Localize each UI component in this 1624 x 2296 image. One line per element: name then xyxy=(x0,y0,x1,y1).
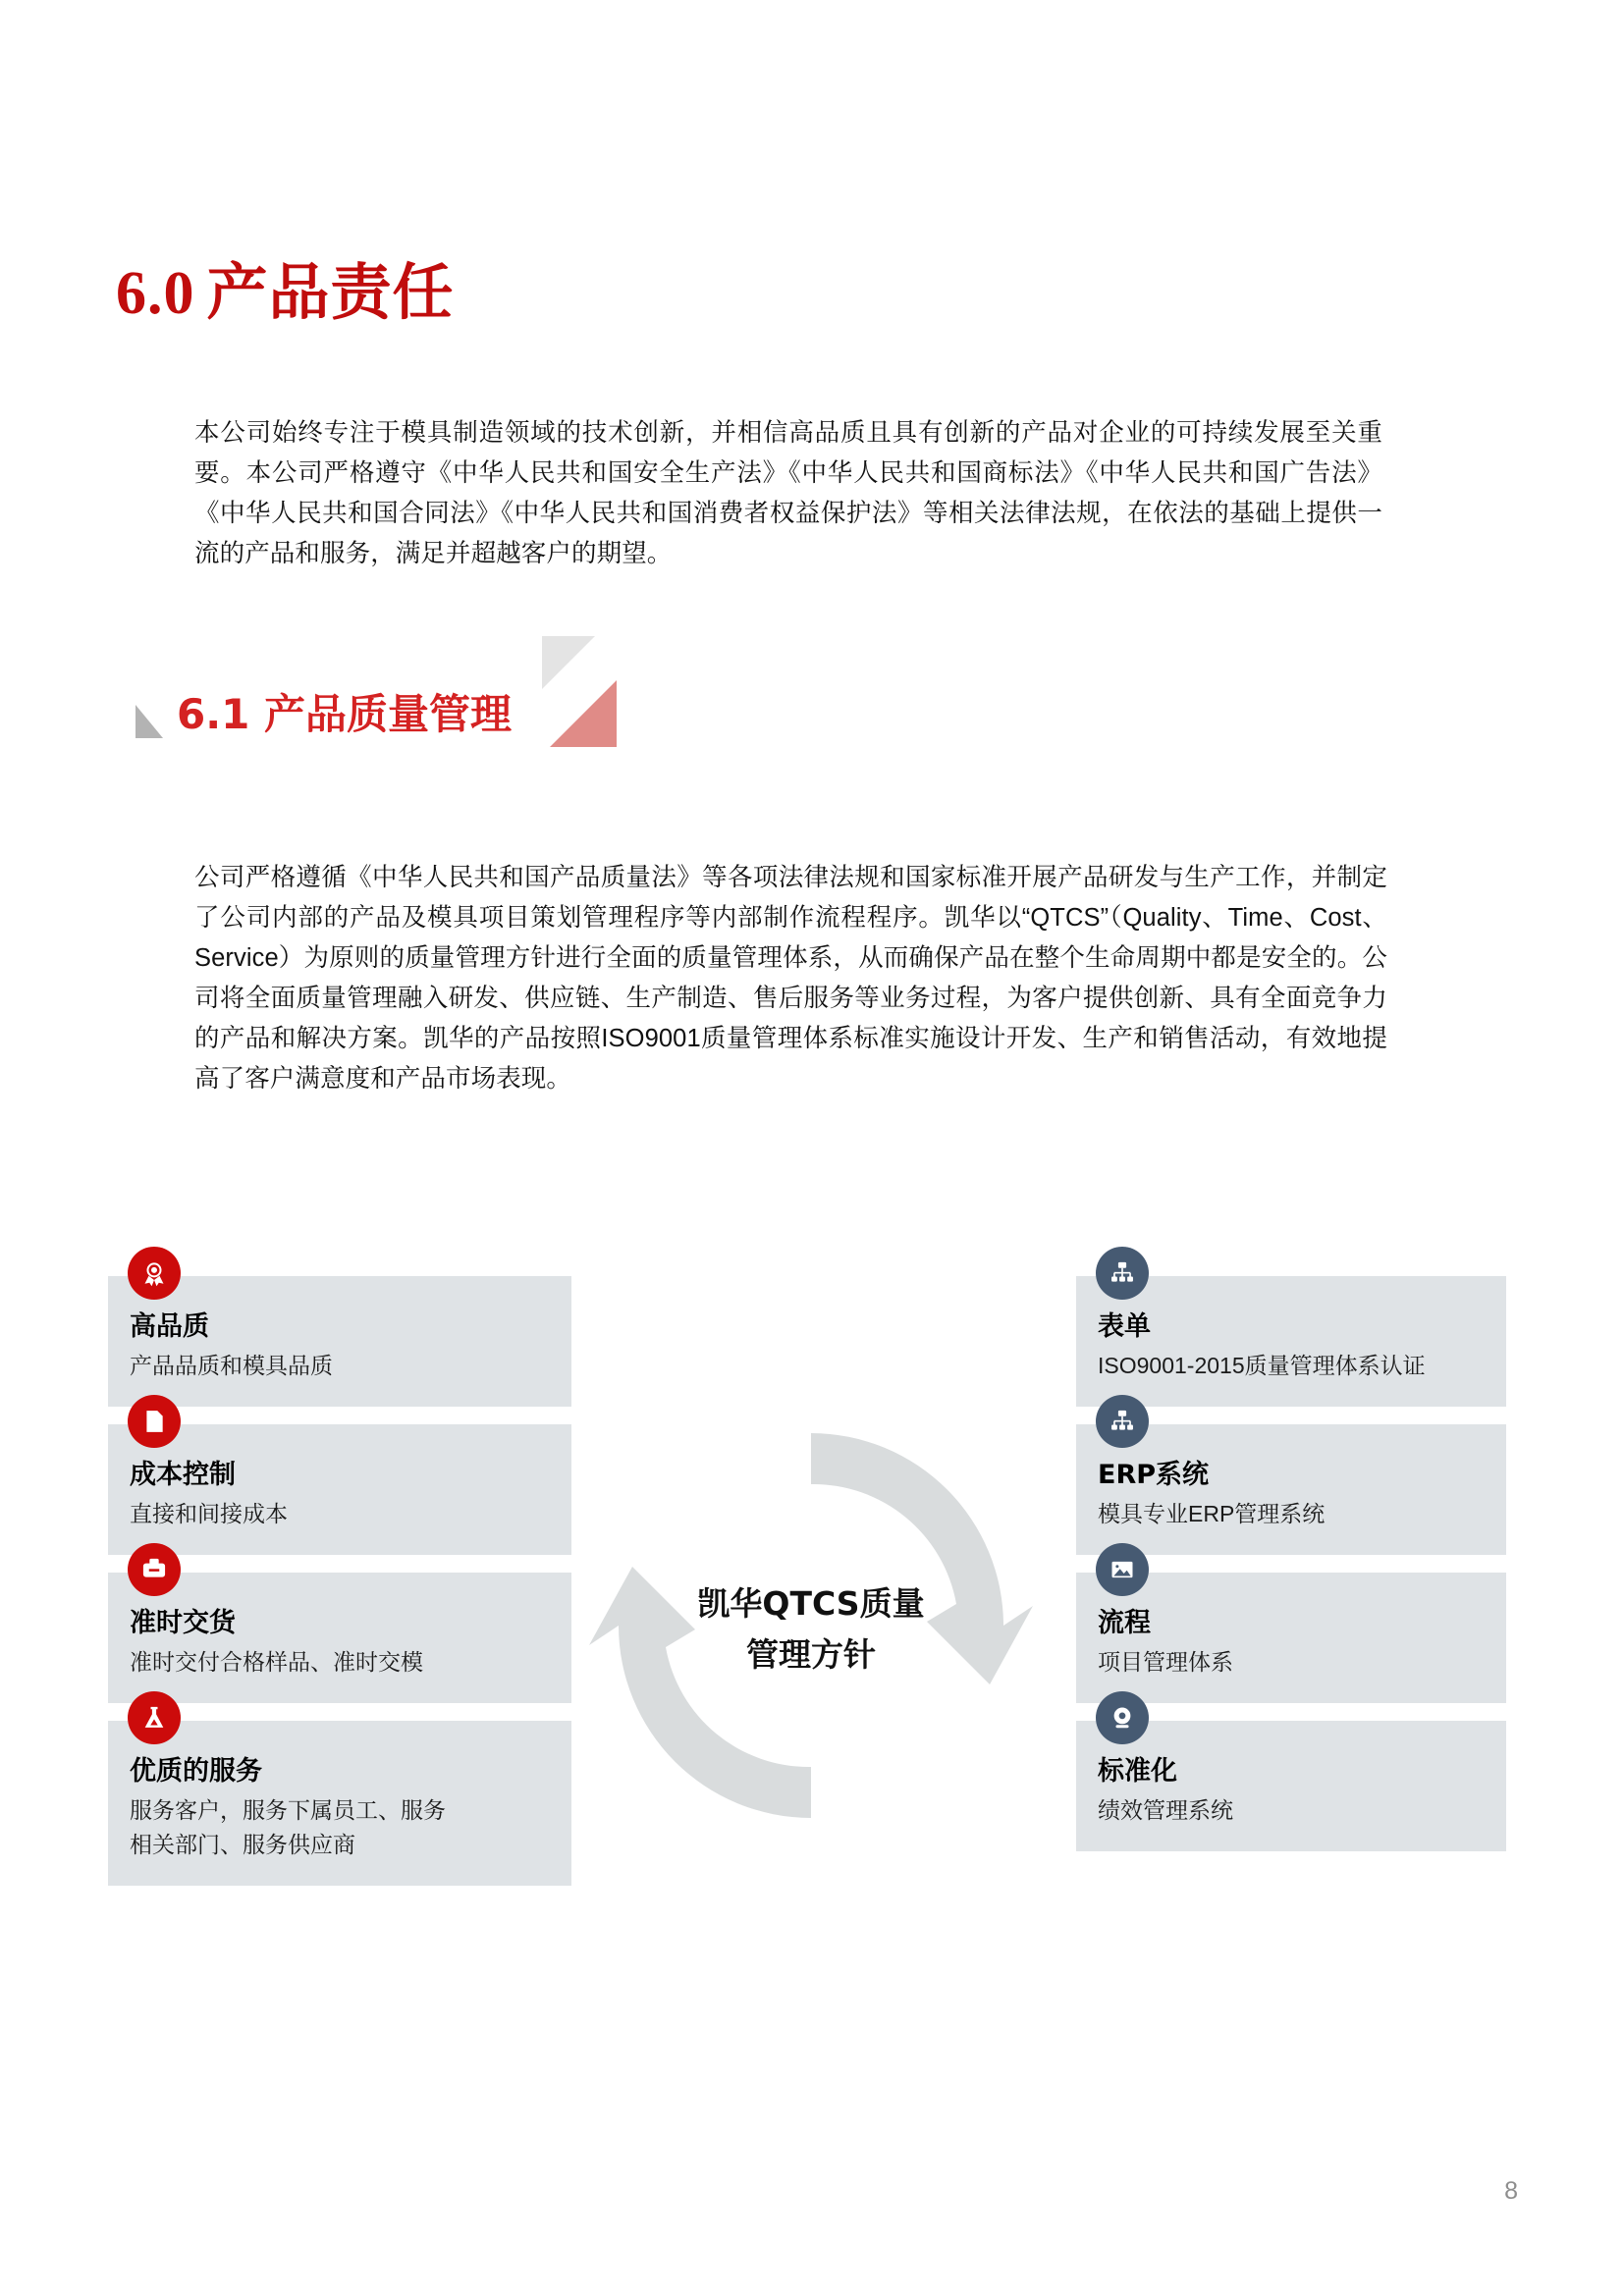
section-heading-label: 6.1 产品质量管理 xyxy=(177,690,513,738)
webcam-icon xyxy=(1096,1691,1149,1744)
feature-desc: 准时交付合格样品、准时交模 xyxy=(130,1649,423,1675)
feature-card xyxy=(108,1573,571,1703)
sitemap-icon xyxy=(1096,1247,1149,1300)
feature-desc: 直接和间接成本 xyxy=(130,1501,288,1526)
triangle-red-icon xyxy=(550,680,617,747)
image-icon xyxy=(1096,1543,1149,1596)
feature-item xyxy=(1076,1276,1506,1407)
flask-icon xyxy=(128,1691,181,1744)
feature-desc-line2: 相关部门、服务供应商 xyxy=(130,1832,355,1857)
feature-title: 高品质 xyxy=(130,1311,209,1342)
feature-desc: 项目管理体系 xyxy=(1098,1649,1233,1675)
page-title xyxy=(116,243,455,331)
feature-item xyxy=(1076,1573,1506,1703)
cycle-label-line2: 管理方针 xyxy=(746,1635,876,1674)
sitemap-icon xyxy=(1096,1395,1149,1448)
feature-title: 准时交货 xyxy=(130,1608,236,1638)
feature-desc: ISO9001-2015质量管理体系认证 xyxy=(1098,1353,1426,1378)
feature-item xyxy=(108,1276,571,1407)
feature-item xyxy=(108,1573,571,1703)
feature-card xyxy=(1076,1573,1506,1703)
feature-title: 优质的服务 xyxy=(130,1756,262,1787)
feature-card xyxy=(108,1721,571,1886)
feature-item xyxy=(108,1424,571,1555)
feature-title: ERP系统 xyxy=(1098,1460,1210,1490)
feature-card xyxy=(108,1424,571,1555)
feature-card xyxy=(1076,1721,1506,1851)
feature-item xyxy=(1076,1721,1506,1851)
feature-title: 表单 xyxy=(1098,1311,1151,1342)
feature-item xyxy=(108,1721,571,1886)
section-heading xyxy=(135,677,512,746)
feature-card xyxy=(1076,1276,1506,1407)
qtcs-cycle-diagram xyxy=(589,1404,1033,1847)
feature-desc: 模具专业ERP管理系统 xyxy=(1098,1501,1326,1526)
feature-title: 流程 xyxy=(1098,1608,1151,1638)
feature-card xyxy=(1076,1424,1506,1555)
triangle-left-icon xyxy=(135,705,163,738)
page-number: 8 xyxy=(1504,2177,1518,2205)
feature-card xyxy=(108,1276,571,1407)
feature-item xyxy=(1076,1424,1506,1555)
chapter-title-text: 产品责任 xyxy=(206,256,455,328)
feature-column-left xyxy=(108,1276,571,1903)
quality-management-paragraph: 公司严格遵循《中华人民共和国产品质量法》等各项法律法规和国家标准开展产品研发与生产工作，并制定了公司内部的产品及模具项目策划管理程序等内部制作流程程序。凯华以“QTCS”（Quality、Time、Cost、Service）为原则的质量管理方针进行全面的质量管理体系，从而确保产品在整个生命周期中都是安全的。公司将全面质量管理融入研发、供应链、生产制造、售后服务等业务过程，为客户提供创新、具有全面竞争力的产品和解决方案。凯华的产品按照ISO9001质量管理体系标准实施设计开发、生产和销售活动，有效地提高了客户满意度和产品市场表现。 xyxy=(194,863,1387,1093)
award-badge-icon xyxy=(128,1247,181,1300)
section-decoration xyxy=(542,636,630,752)
feature-column-right xyxy=(1076,1276,1506,1869)
document-icon xyxy=(128,1395,181,1448)
first-aid-icon xyxy=(128,1543,181,1596)
intro-paragraph: 本公司始终专注于模具制造领域的技术创新，并相信高品质且具有创新的产品对企业的可持续发展至关重要。本公司严格遵守《中华人民共和国安全生产法》《中华人民共和国商标法》《中华人民共和国广告法》《中华人民共和国合同法》《中华人民共和国消费者权益保护法》等相关法律法规，在依法的基础上提供一流的产品和服务，满足并超越客户的期望。 xyxy=(194,418,1382,567)
feature-desc: 产品品质和模具品质 xyxy=(130,1353,333,1378)
feature-title: 标准化 xyxy=(1098,1756,1177,1787)
feature-desc: 服务客户，服务下属员工、服务 xyxy=(130,1797,446,1823)
cycle-label-line1: 凯华QTCS质量 xyxy=(697,1584,925,1623)
cycle-center-label xyxy=(589,1578,1033,1681)
chapter-number: 6.0 xyxy=(116,260,195,327)
feature-desc: 绩效管理系统 xyxy=(1098,1797,1233,1823)
feature-title: 成本控制 xyxy=(130,1460,236,1490)
